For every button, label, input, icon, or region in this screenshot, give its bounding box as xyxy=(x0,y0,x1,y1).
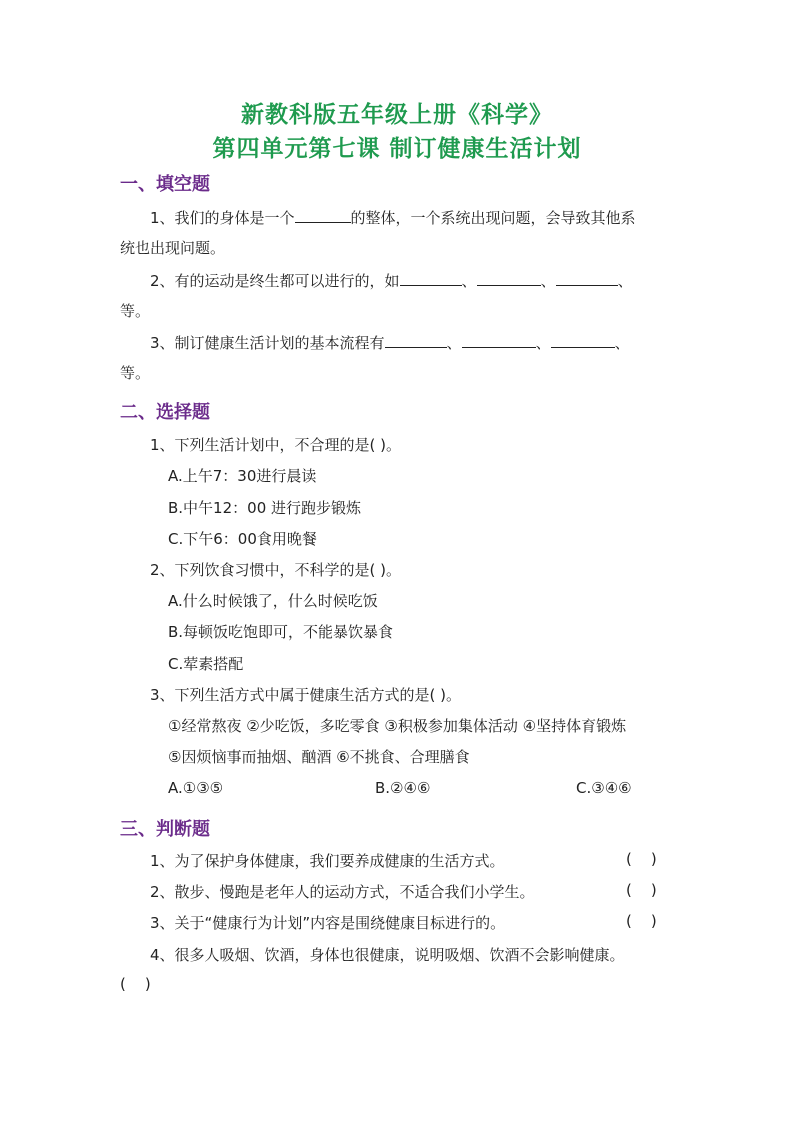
separator: 、 xyxy=(535,334,551,352)
question-text: 2、有的运动是终生都可以进行的，如 xyxy=(150,272,400,290)
choice-option-2c[interactable]: C.荤素搭配 xyxy=(168,655,244,673)
choice-option-3b[interactable]: B.②④⑥ xyxy=(375,779,431,797)
section-heading-judge: 三、判断题 xyxy=(120,819,210,840)
judge-question-1: 1、为了保护身体健康，我们要养成健康的生活方式。 xyxy=(150,852,505,870)
judge-question-2: 2、散步、慢跑是老年人的运动方式，不适合我们小学生。 xyxy=(150,883,535,901)
separator: 、 xyxy=(614,334,630,352)
question-text: 的整体，一个系统出现问题，会导致其他系 xyxy=(350,209,636,227)
choice-question-3: 3、下列生活方式中属于健康生活方式的是( )。 xyxy=(150,686,462,704)
question-text: 3、制订健康生活计划的基本流程有 xyxy=(150,334,385,352)
choice-option-3c[interactable]: C.③④⑥ xyxy=(576,779,632,797)
judge-question-4: 4、很多人吸烟、饮酒，身体也很健康，说明吸烟、饮酒不会影响健康。 xyxy=(150,946,625,964)
section-heading-fill: 一、填空题 xyxy=(120,174,210,195)
choice-question-1: 1、下列生活计划中，不合理的是( )。 xyxy=(150,436,402,454)
choice-option-1b[interactable]: B.中午12：00 进行跑步锻炼 xyxy=(168,499,362,517)
section-heading-choice: 二、选择题 xyxy=(120,402,210,423)
question-text: 1、我们的身体是一个 xyxy=(150,209,295,227)
answer-blank[interactable] xyxy=(556,269,618,286)
choice-option-1c[interactable]: C.下午6：00食用晚餐 xyxy=(168,530,317,548)
judge-answer-paren[interactable]: ( ) xyxy=(626,850,657,868)
answer-blank[interactable] xyxy=(551,331,615,348)
judge-answer-paren[interactable]: ( ) xyxy=(626,912,657,930)
choice-question-3-items-2: ⑤因烦恼事而抽烟、酗酒 ⑥不挑食、合理膳食 xyxy=(168,748,470,766)
choice-option-1a[interactable]: A.上午7：30进行晨读 xyxy=(168,467,317,485)
separator: 、 xyxy=(540,272,556,290)
separator: 、 xyxy=(446,334,462,352)
fill-question-3-cont: 等。 xyxy=(120,364,151,382)
judge-answer-paren[interactable]: ( ) xyxy=(120,975,151,993)
fill-question-2 xyxy=(150,269,633,292)
choice-option-2a[interactable]: A.什么时候饿了，什么时候吃饭 xyxy=(168,592,378,610)
judge-question-3: 3、关于“健康行为计划”内容是围绕健康目标进行的。 xyxy=(150,914,506,932)
choice-question-3-items-1: ①经常熬夜 ②少吃饭，多吃零食 ③积极参加集体活动 ④坚持体育锻炼 xyxy=(168,717,627,735)
title-line-2: 第四单元第七课 制订健康生活计划 xyxy=(212,136,582,162)
choice-option-3a[interactable]: A.①③⑤ xyxy=(168,779,224,797)
answer-blank[interactable] xyxy=(400,269,462,286)
fill-question-3 xyxy=(150,331,630,354)
fill-question-1 xyxy=(150,206,636,229)
answer-blank[interactable] xyxy=(462,331,536,348)
separator: 、 xyxy=(617,272,633,290)
fill-question-1-cont: 统也出现问题。 xyxy=(120,239,226,257)
answer-blank[interactable] xyxy=(385,331,447,348)
title-line-1: 新教科版五年级上册《科学》 xyxy=(241,102,553,128)
separator: 、 xyxy=(461,272,477,290)
fill-question-2-cont: 等。 xyxy=(120,302,151,320)
choice-option-2b[interactable]: B.每顿饭吃饱即可，不能暴饮暴食 xyxy=(168,623,394,641)
answer-blank[interactable] xyxy=(477,269,541,286)
answer-blank[interactable] xyxy=(295,206,351,223)
choice-question-2: 2、下列饮食习惯中，不科学的是( )。 xyxy=(150,561,402,579)
judge-answer-paren[interactable]: ( ) xyxy=(626,881,657,899)
